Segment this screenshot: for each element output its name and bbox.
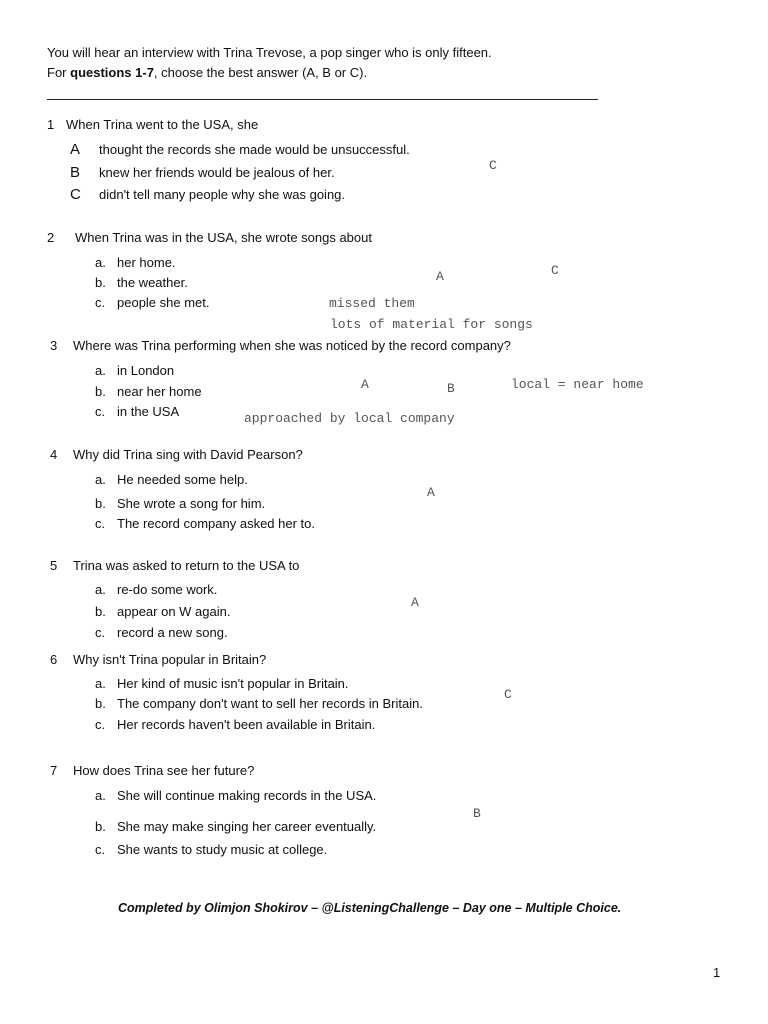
- q6-option-c-letter: c.: [95, 717, 106, 732]
- q2-answer-mark-2: C: [551, 263, 559, 278]
- q5-option-a-letter: a.: [95, 582, 106, 597]
- intro-line-1: You will hear an interview with Trina Trevose, a pop singer who is only fifteen.: [47, 45, 492, 60]
- q3-option-c-letter: c.: [95, 404, 106, 419]
- question-4-number: 4: [50, 447, 58, 462]
- q2-option-b-text: the weather.: [117, 275, 188, 290]
- question-3-number: 3: [50, 338, 58, 353]
- q5-option-b-letter: b.: [95, 604, 106, 619]
- intro-line-2: For questions 1-7, choose the best answer (A, B or C).: [47, 65, 368, 80]
- q6-option-a-text: Her kind of music isn't popular in Britain.: [117, 676, 349, 691]
- question-5-text: Trina was asked to return to the USA to: [73, 558, 300, 573]
- q5-option-a-text: re-do some work.: [117, 582, 218, 597]
- q7-option-b-text: She may make singing her career eventually.: [117, 819, 377, 834]
- q2-answer-mark-1: A: [436, 269, 444, 284]
- q3-option-c-text: in the USA: [117, 404, 180, 419]
- question-7-number: 7: [50, 763, 58, 778]
- q7-option-b-letter: b.: [95, 819, 106, 834]
- q1-option-c-letter: C: [70, 186, 81, 203]
- q1-answer-mark: C: [489, 158, 497, 173]
- footer-credit: Completed by Olimjon Shokirov – @ListeningChallenge – Day one – Multiple Choice.: [118, 901, 622, 915]
- q2-option-b-letter: b.: [95, 275, 106, 290]
- page-number: 1: [713, 965, 721, 980]
- question-4-text: Why did Trina sing with David Pearson?: [73, 447, 303, 462]
- q2-note-2: lots of material for songs: [330, 317, 533, 332]
- q3-note-1: local = near home: [511, 377, 644, 392]
- q1-option-b-letter: B: [70, 164, 81, 181]
- q1-option-a-letter: A: [70, 141, 81, 158]
- q7-option-a-text: She will continue making records in the USA.: [117, 788, 377, 803]
- q6-option-a-letter: a.: [95, 676, 106, 691]
- question-2-number: 2: [47, 230, 55, 245]
- q2-option-c-text: people she met.: [117, 295, 210, 310]
- q5-answer-mark: A: [411, 595, 419, 610]
- question-6-number: 6: [50, 652, 58, 667]
- q7-option-c-text: She wants to study music at college.: [117, 842, 328, 857]
- question-1-text: When Trina went to the USA, she: [66, 117, 259, 132]
- q5-option-c-letter: c.: [95, 625, 106, 640]
- q3-option-b-text: near her home: [117, 384, 202, 399]
- q7-option-a-letter: a.: [95, 788, 106, 803]
- question-7-text: How does Trina see her future?: [73, 763, 255, 778]
- q4-option-c-letter: c.: [95, 516, 106, 531]
- q7-answer-mark: B: [473, 806, 481, 821]
- q2-option-a-text: her home.: [117, 255, 176, 270]
- q3-note-2: approached by local company: [244, 411, 455, 426]
- q3-answer-mark-2: B: [447, 381, 455, 396]
- q6-option-c-text: Her records haven't been available in Britain.: [117, 717, 376, 732]
- q4-option-c-text: The record company asked her to.: [117, 516, 315, 531]
- q2-note-1: missed them: [329, 296, 415, 311]
- q5-option-c-text: record a new song.: [117, 625, 228, 640]
- q4-option-a-text: He needed some help.: [117, 472, 248, 487]
- q1-option-b-text: knew her friends would be jealous of her.: [99, 165, 335, 180]
- question-3-text: Where was Trina performing when she was noticed by the record company?: [73, 338, 511, 353]
- q4-option-b-letter: b.: [95, 496, 106, 511]
- q4-option-a-letter: a.: [95, 472, 106, 487]
- q1-option-a-text: thought the records she made would be unsuccessful.: [99, 142, 410, 157]
- q3-option-a-text: in London: [117, 363, 175, 378]
- q7-option-c-letter: c.: [95, 842, 106, 857]
- q2-option-c-letter: c.: [95, 295, 106, 310]
- q1-option-c-text: didn't tell many people why she was going.: [99, 187, 346, 202]
- q4-option-b-text: She wrote a song for him.: [117, 496, 266, 511]
- question-1-number: 1: [47, 117, 55, 132]
- q6-answer-mark: C: [504, 687, 512, 702]
- question-6-text: Why isn't Trina popular in Britain?: [73, 652, 267, 667]
- divider-rule: [47, 99, 598, 100]
- q4-answer-mark: A: [427, 485, 435, 500]
- q3-option-a-letter: a.: [95, 363, 106, 378]
- q3-answer-mark-1: A: [361, 377, 369, 392]
- q6-option-b-letter: b.: [95, 696, 106, 711]
- question-5-number: 5: [50, 558, 58, 573]
- q2-option-a-letter: a.: [95, 255, 106, 270]
- question-2-text: When Trina was in the USA, she wrote songs about: [75, 230, 372, 245]
- q5-option-b-text: appear on W again.: [117, 604, 231, 619]
- q6-option-b-text: The company don't want to sell her records in Britain.: [117, 696, 423, 711]
- q3-option-b-letter: b.: [95, 384, 106, 399]
